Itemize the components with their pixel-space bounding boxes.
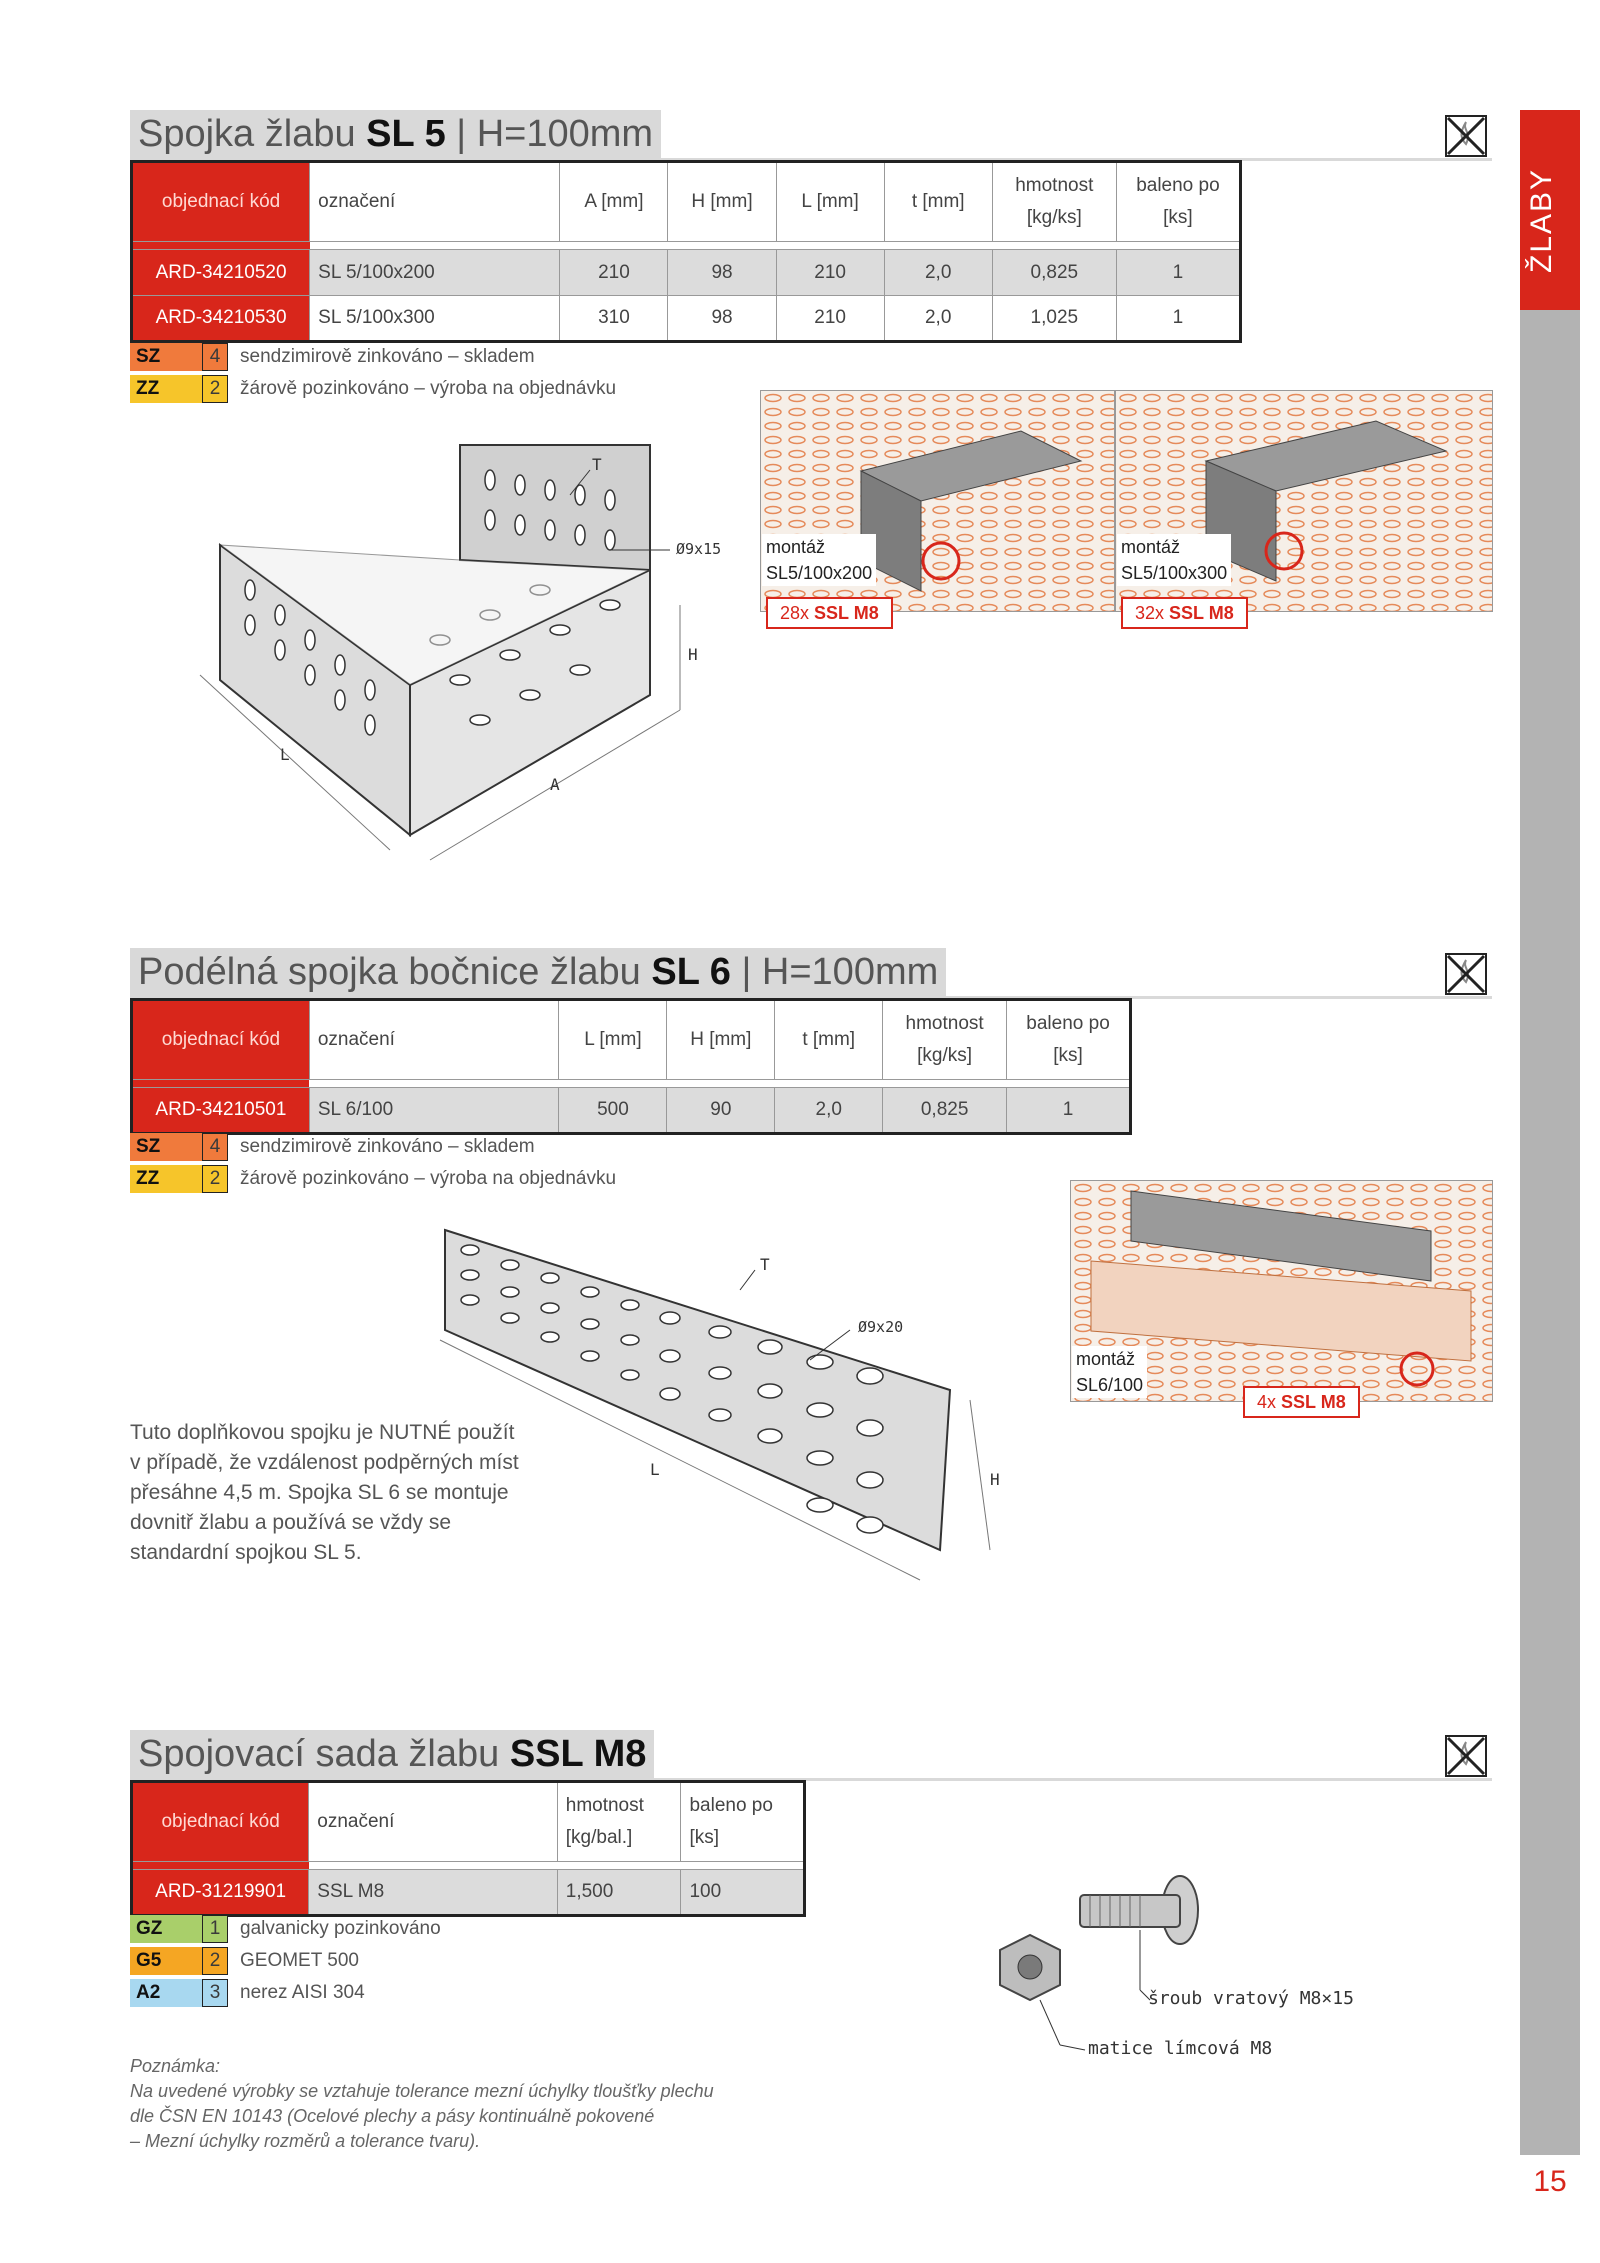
hole-label: Ø9x15	[676, 540, 722, 558]
dim-l-label: L	[280, 745, 290, 764]
finish-sz: SZ 4 sendzimirově zinkováno – skladem	[130, 342, 535, 372]
dim-a-label: A	[550, 775, 560, 794]
no-fire-icon	[1444, 114, 1488, 158]
note-block	[130, 2054, 790, 2154]
page-number: 15	[1533, 2165, 1567, 2198]
sidebar-bar	[1520, 110, 1580, 2155]
assembly-label-sl5-300: montáž SL5/100x300	[1117, 534, 1231, 586]
nut-label: matice límcová M8	[1088, 2038, 1273, 2059]
product-table-sl5	[130, 160, 1242, 343]
table-row: ARD-34210520 SL 5/100x200 210 98 210 2,0 0,825 1	[132, 250, 1241, 296]
section-title-sl6: Podélná spojka bočnice žlabu SL 6 | H=100mm	[130, 948, 946, 996]
col-header: označení	[310, 162, 560, 242]
order-code: ARD-34210520	[132, 250, 310, 296]
col-header: baleno po [ks]	[1116, 162, 1240, 242]
no-fire-icon	[1444, 1734, 1488, 1778]
bolt-count-badge: 28x SSL M8	[766, 597, 893, 629]
sl5-technical-drawing	[190, 440, 750, 880]
note-line: dle ČSN EN 10143 (Ocelové plechy a pásy kontinuálně pokovené	[130, 2106, 655, 2126]
assembly-label-sl5-200: montáž SL5/100x200	[762, 534, 876, 586]
finish-zz: ZZ 2 žárově pozinkováno – výroba na objednávku	[130, 1164, 616, 1194]
col-header: H [mm]	[668, 162, 776, 242]
note-line: Na uvedené výrobky se vztahuje tolerance mezní úchylky tloušťky plechu	[130, 2081, 714, 2101]
table-row: ARD-34210501 SL 6/100 500 90 2,0 0,825 1	[132, 1088, 1131, 1134]
finish-gz: GZ 1 galvanicky pozinkováno	[130, 1914, 441, 1944]
finish-zz: ZZ 2 žárově pozinkováno – výroba na objednávku	[130, 374, 616, 404]
dim-h-label: H	[688, 645, 698, 664]
bolt-label: šroub vratový M8×15	[1148, 1988, 1354, 2009]
finish-sz: SZ 4 sendzimirově zinkováno – skladem	[130, 1132, 535, 1162]
bolt-nut-illustration	[980, 1870, 1200, 2060]
dim-t-label: T	[760, 1255, 770, 1274]
product-table-ssl-m8: objednací kód označení hmotnost [kg/bal.] baleno po [ks] ARD-31219901 SSL M8 1,500 100	[130, 1780, 806, 1917]
col-header: L [mm]	[776, 162, 884, 242]
note-line: – Mezní úchylky rozměrů a tolerance tvaru).	[130, 2131, 481, 2151]
order-code: ARD-34210530	[132, 296, 310, 342]
order-code: ARD-34210501	[132, 1088, 310, 1134]
note-heading: Poznámka:	[130, 2056, 221, 2076]
col-header: t [mm]	[884, 162, 992, 242]
col-header: objednací kód	[132, 162, 310, 242]
col-header: A [mm]	[560, 162, 668, 242]
table-row: ARD-34210530 SL 5/100x300 310 98 210 2,0 1,025 1	[132, 296, 1241, 342]
assembly-label-sl6: montáž SL6/100	[1072, 1346, 1147, 1398]
dim-t-label: T	[592, 455, 602, 474]
dim-l-label: L	[650, 1460, 660, 1479]
sl6-description: Tuto doplňkovou spojku je NUTNÉ použít v případě, že vzdálenost podpěrných míst přesáhne 4,5 m. Spojka SL 6 se montuje dovnitř žlabu a používá se vždy se standardní spojkou SL 5.	[130, 1421, 519, 1564]
hole-label: Ø9x20	[858, 1318, 904, 1336]
table-row: ARD-31219901 SSL M8 1,500 100	[132, 1870, 805, 1916]
dim-h-label: H	[990, 1470, 1000, 1489]
section-title-ssl-m8: Spojovací sada žlabu SSL M8	[130, 1730, 654, 1778]
bolt-count-badge: 32x SSL M8	[1121, 597, 1248, 629]
bolt-count-badge: 4x SSL M8	[1243, 1386, 1360, 1418]
product-table-sl6: objednací kód označení L [mm] H [mm] t [mm] hmotnost [kg/ks] baleno po [ks] ARD-34210501 SL 6/100 500 90 2,0 0,825 1	[130, 998, 1132, 1135]
sidebar-label: ŽLABY	[1525, 167, 1558, 273]
order-code: ARD-31219901	[132, 1870, 309, 1916]
finish-g5: G5 2 GEOMET 500	[130, 1946, 359, 1976]
no-fire-icon	[1444, 952, 1488, 996]
col-header: hmotnost [kg/ks]	[992, 162, 1116, 242]
section-title-sl5: Spojka žlabu SL 5 | H=100mm	[130, 110, 661, 158]
finish-a2: A2 3 nerez AISI 304	[130, 1978, 365, 2008]
